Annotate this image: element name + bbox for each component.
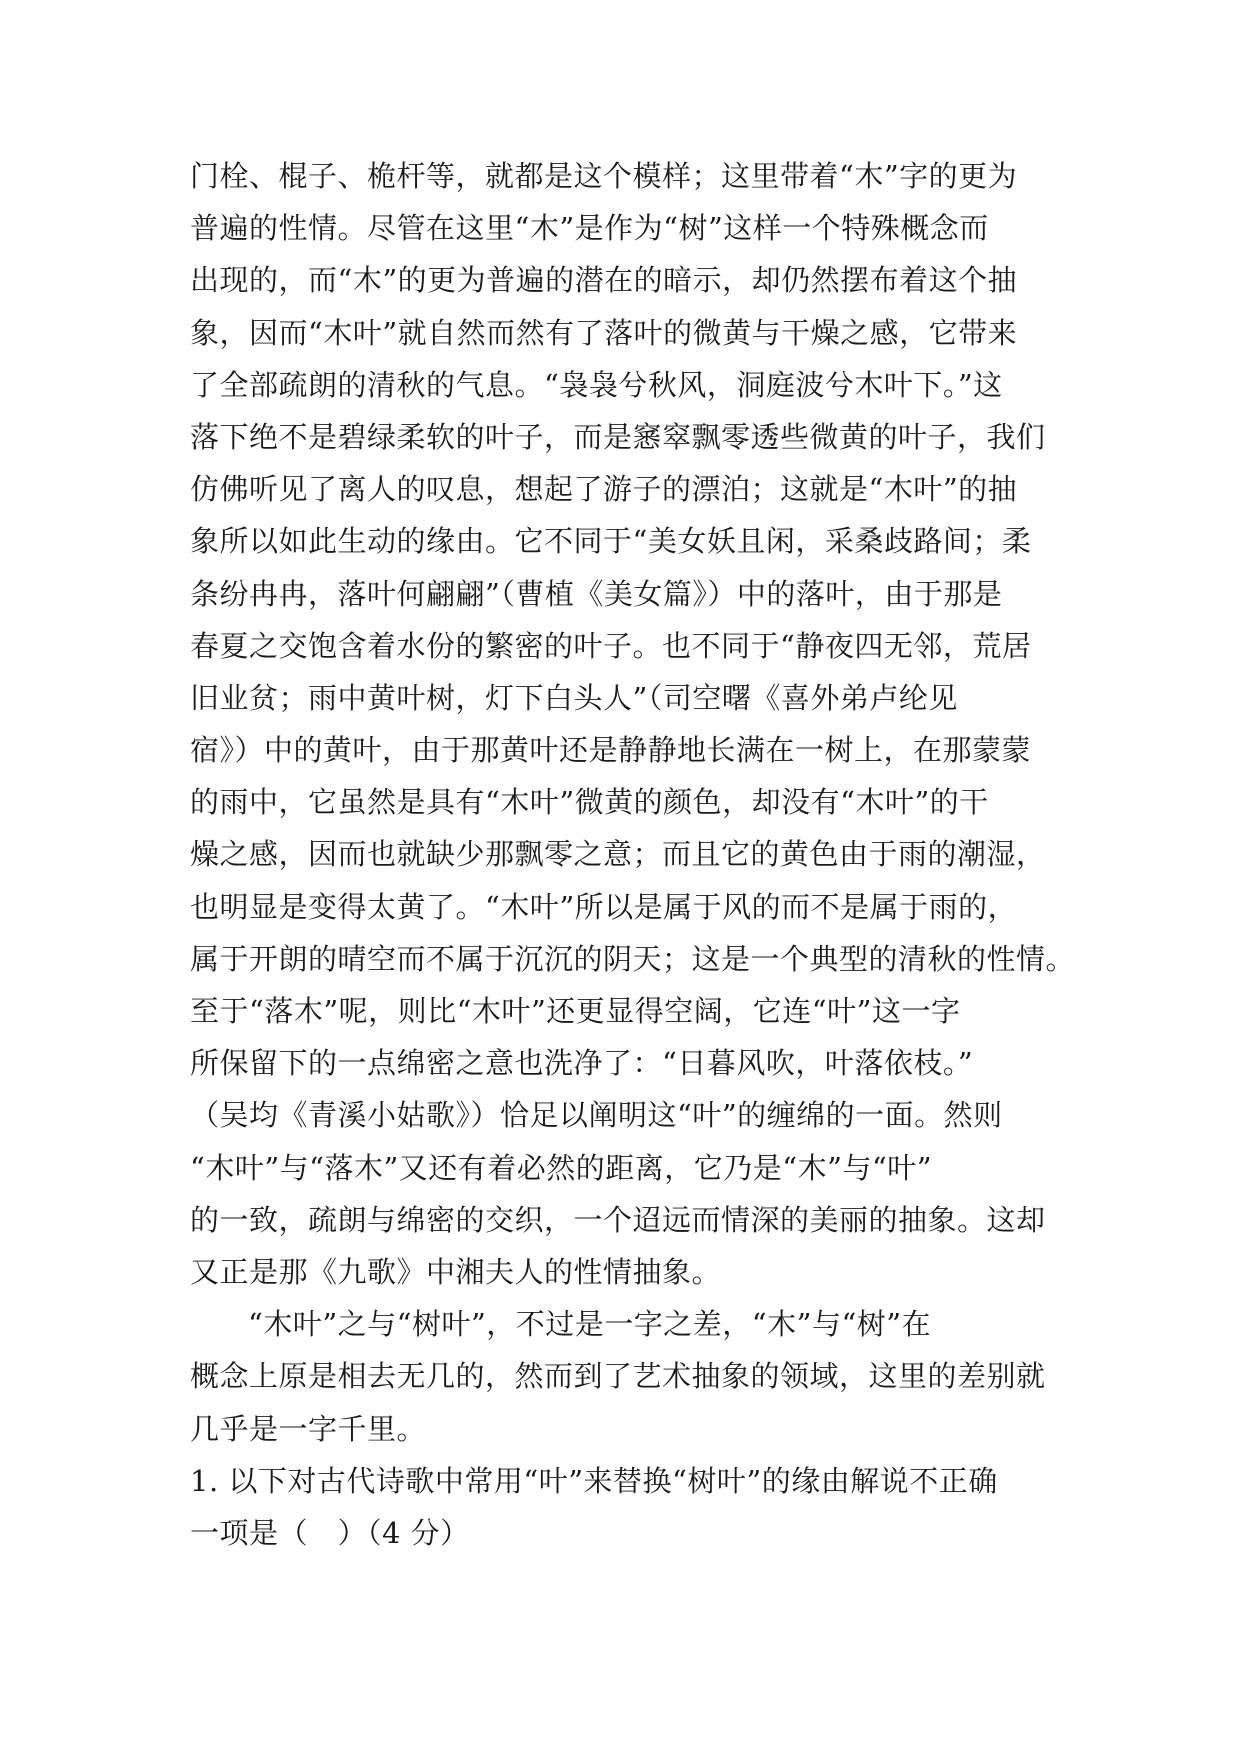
text-line: （吴均《青溪小姑歌》）恰足以阐明这“叶”的缠绵的一面。然则 bbox=[190, 1098, 1003, 1133]
text-line: “木叶”与“落木”又还有着必然的距离，它乃是“木”与“叶” bbox=[190, 1150, 933, 1185]
text-line: 条纷冉冉，落叶何翩翩”（曹植《美女篇》）中的落叶，由于那是 bbox=[190, 576, 1003, 611]
text-line: 属于开朗的晴空而不属于沉沉的阴天；这是一个典型的清秋的性情。 bbox=[190, 941, 1076, 976]
text-line: 的一致，疏朗与绵密的交织，一个迢远而情深的美丽的抽象。这却 bbox=[190, 1202, 1046, 1237]
question-line: 一项是（ ）（4 分） bbox=[190, 1515, 470, 1550]
text-line: 至于“落木”呢，则比“木叶”还更显得空阔，它连“叶”这一字 bbox=[190, 994, 961, 1028]
text-line: 概念上原是相去无几的，然而到了艺术抽象的领域，这里的差别就 bbox=[190, 1359, 1046, 1394]
text-line: 春夏之交饱含着水份的繁密的叶子。也不同于“静夜四无邻，荒居 bbox=[190, 628, 1032, 663]
text-line: 象所以如此生动的缘由。它不同于“美女妖且闲，采桑歧路间；柔 bbox=[190, 524, 1032, 559]
text-line: 燥之感，因而也就缺少那飘零之意；而且它的黄色由于雨的潮湿， bbox=[190, 837, 1046, 872]
text-line: 了全部疏朗的清秋的气息。“袅袅兮秋风，洞庭波兮木叶下。”这 bbox=[190, 367, 1003, 402]
text-line: 宿》）中的黄叶，由于那黄叶还是静静地长满在一树上，在那蒙蒙 bbox=[190, 733, 1032, 768]
paragraph-start-line: “木叶”之与“树叶”，不过是一字之差，“木”与“树”在 bbox=[248, 1307, 932, 1342]
text-line: 仿佛听见了离人的叹息，想起了游子的漂泊；这就是“木叶”的抽 bbox=[190, 472, 1018, 507]
text-line: 落下绝不是碧绿柔软的叶子，而是窸窣飘零透些微黄的叶子，我们 bbox=[190, 419, 1046, 454]
text-line: 的雨中，它虽然是具有“木叶”微黄的颜色，却没有“木叶”的干 bbox=[190, 785, 989, 820]
text-line: 普遍的性情。尽管在这里“木”是作为“树”这样一个特殊概念而 bbox=[190, 211, 989, 246]
text-line: 旧业贫；雨中黄叶树，灯下白头人”（司空曙《喜外弟卢纶见 bbox=[190, 680, 958, 715]
article-body bbox=[190, 150, 1076, 1559]
question-line: 1. 以下对古代诗歌中常用“叶”来替换“树叶”的缘由解说不正确 bbox=[190, 1463, 998, 1498]
text-line: 象，因而“木叶”就自然而然有了落叶的微黄与干燥之感，它带来 bbox=[190, 315, 1018, 350]
text-line: 又正是那《九歌》中湘夫人的性情抽象。 bbox=[190, 1254, 722, 1289]
text-line: 几乎是一字千里。 bbox=[190, 1411, 427, 1446]
text-line: 所保留下的一点绵密之意也洗净了：“日暮风吹，叶落依枝。” bbox=[190, 1046, 974, 1081]
text-line: 出现的，而“木”的更为普遍的潜在的暗示，却仍然摆布着这个抽 bbox=[190, 263, 1018, 298]
text-line: 门栓、棍子、桅杆等，就都是这个模样；这里带着“木”字的更为 bbox=[190, 159, 1018, 193]
text-line: 也明显是变得太黄了。“木叶”所以是属于风的而不是属于雨的， bbox=[190, 889, 1018, 924]
